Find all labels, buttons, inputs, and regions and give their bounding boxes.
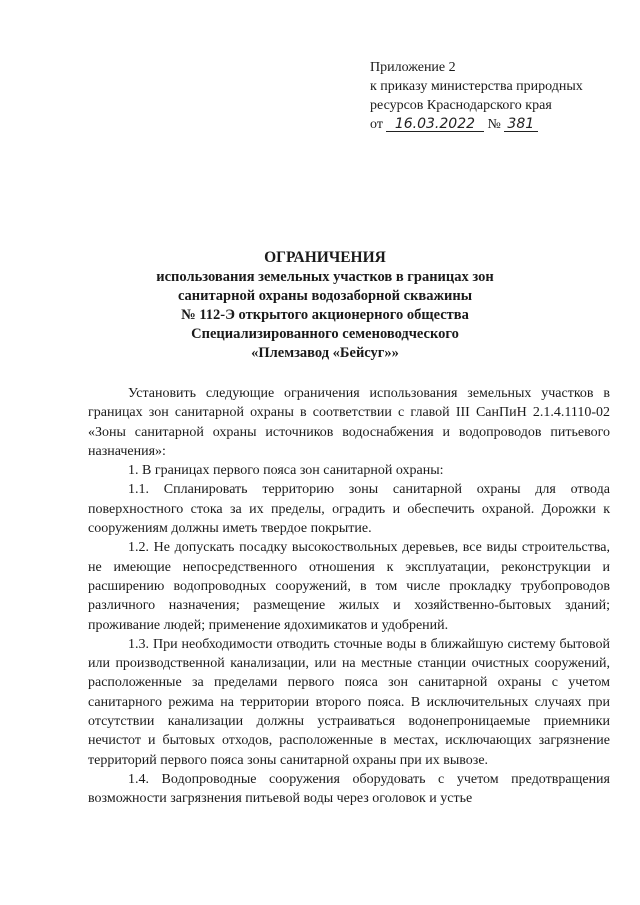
appendix-order-ref: к приказу министерства природных [370, 79, 583, 94]
appendix-title: Приложение 2 [370, 60, 456, 75]
date-prefix: от [370, 117, 383, 132]
appendix-date-line [370, 115, 630, 134]
paragraph-1-4: 1.4. Водопроводные сооружения оборудовать с учетом предотвращения возможности загрязнения питьевой воды через оголовок и устье [88, 771, 610, 807]
document-body [88, 384, 610, 809]
paragraph-1-2: 1.2. Не допускать посадку высокоствольных деревьев, все виды строительства, не имеющие непосредственного отношения к эксплуатации, реконструкции и расширению водопроводных сооружений, в том числе прокладку трубопроводов различного назначения; размещение жилых и хозяйственно-бытовых зданий; проживание людей; применение ядохимикатов и удобрений. [88, 540, 610, 633]
title-line-3: № 112-Э открытого акционерного общества [181, 307, 469, 323]
appendix-ministry: ресурсов Краснодарского края [370, 98, 552, 113]
appendix-header [370, 58, 630, 134]
title-line-4: Специализированного семеноводческого [191, 326, 459, 342]
handwritten-date: 16.03.2022 [386, 117, 484, 132]
title-line-5: «Племзавод «Бейсуг»» [251, 345, 399, 361]
handwritten-number: 381 [504, 117, 538, 132]
section-1-heading: 1. В границах первого пояса зон санитарной охраны: [128, 463, 444, 479]
title-line-2: санитарной охраны водозаборной скважины [177, 288, 473, 304]
paragraph-1-1: 1.1. Спланировать территорию зоны санитарной охраны для отвода поверхностного стока за их пределы, оградить и обеспечить охраной. Дорожки к сооружениям должны иметь твердое покрытие. [88, 482, 610, 537]
number-prefix: № [487, 117, 501, 132]
title-heading: ОГРАНИЧЕНИЯ [264, 249, 386, 266]
intro-paragraph: Установить следующие ограничения использования земельных участков в границах зон санитарной охраны в соответствии с главой III СанПиН 2.1.4.1110-02 «Зоны санитарной охраны источников водоснабжения и водопроводов питьевого назначения»: [88, 386, 610, 459]
title-line-1: использования земельных участков в границах зон [156, 269, 494, 285]
paragraph-1-3: 1.3. При необходимости отводить сточные воды в ближайшую систему бытовой или производственной канализации, или на местные станции очистных сооружений, расположенные за пределами первого пояса зон санитарной охраны с учетом санитарного режима на территории второго пояса. В исключительных случаях при отсутствии канализации должны устраиваться водонепроницаемые приемники нечистот и бытовых отходов, расположенные в местах, исключающих загрязнение территорий первого пояса зоны санитарной охраны при их вывозе. [88, 636, 610, 768]
document-title [90, 248, 560, 363]
